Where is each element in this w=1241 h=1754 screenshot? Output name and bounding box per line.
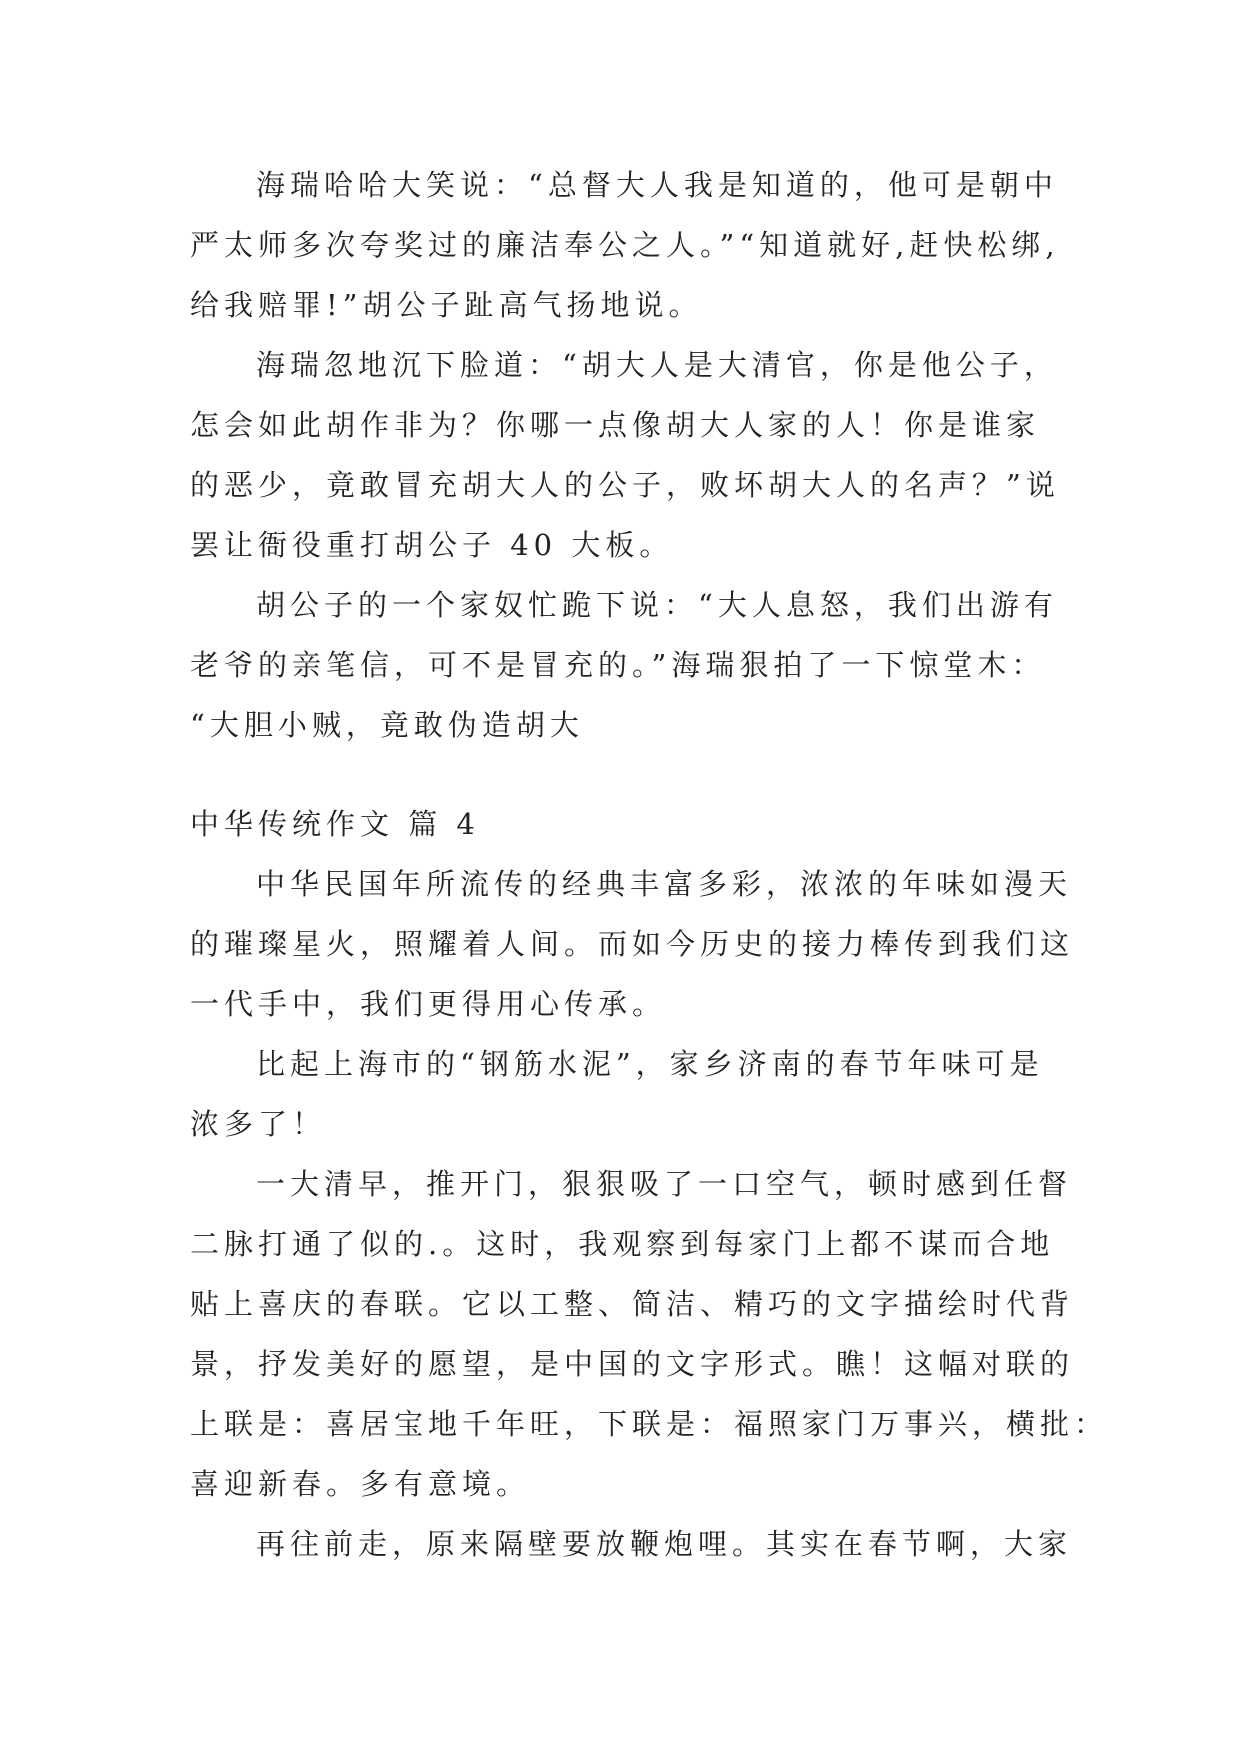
paragraph-line: 胡公子的一个家奴忙跪下说：“大人息怒，我们出游有 [256,588,1058,622]
paragraph-line: “大胆小贼，竟敢伪造胡大 [190,708,584,742]
paragraph-line: 贴上喜庆的春联。它以工整、简洁、精巧的文字描绘时代背 [190,1287,1075,1321]
paragraph-line: 喜迎新春。多有意境。 [190,1467,531,1501]
paragraph-line: 一大清早，推开门，狠狠吸了一口空气，顿时感到任督 [256,1167,1073,1201]
paragraph-line: 海瑞哈哈大笑说：“总督大人我是知道的，他可是朝中 [256,168,1058,202]
paragraph-line: 的恶少，竟敢冒充胡大人的公子，败坏胡大人的名声？”说 [190,468,1060,502]
paragraph-line: 的璀璨星火，照耀着人间。而如今历史的接力棒传到我们这 [190,927,1075,961]
paragraph-line: 给我赔罪!”胡公子趾高气扬地说。 [190,288,703,322]
paragraph-line: 怎会如此胡作非为？你哪一点像胡大人家的人！你是谁家 [190,408,1041,442]
paragraph-line: 二脉打通了似的.。这时，我观察到每家门上都不谋而合地 [190,1227,1055,1261]
paragraph-line: 严太师多次夸奖过的廉洁奉公之人。”“知道就好,赶快松绑, [190,228,1060,262]
paragraph-line: 景，抒发美好的愿望，是中国的文字形式。瞧！这幅对联的 [190,1347,1075,1381]
paragraph-line: 比起上海市的“钢筋水泥”，家乡济南的春节年味可是 [256,1047,1044,1081]
paragraph-line: 罢让衙役重打胡公子 40 大板。 [190,528,674,562]
paragraph-line: 上联是：喜居宝地千年旺，下联是：福照家门万事兴，横批： [190,1407,1109,1441]
paragraph-line: 老爷的亲笔信，可不是冒充的。”海瑞狠拍了一下惊堂木： [190,648,1046,682]
paragraph-line: 中华民国年所流传的经典丰富多彩，浓浓的年味如漫天 [256,867,1073,901]
paragraph-line: 浓多了！ [190,1107,327,1141]
paragraph-line: 再往前走，原来隔壁要放鞭炮哩。其实在春节啊，大家 [256,1527,1073,1561]
section-heading: 中华传统作文 篇 4 [190,807,480,841]
paragraph-line: 海瑞忽地沉下脸道：“胡大人是大清官，你是他公子， [256,348,1058,382]
paragraph-line: 一代手中，我们更得用心传承。 [190,987,667,1021]
